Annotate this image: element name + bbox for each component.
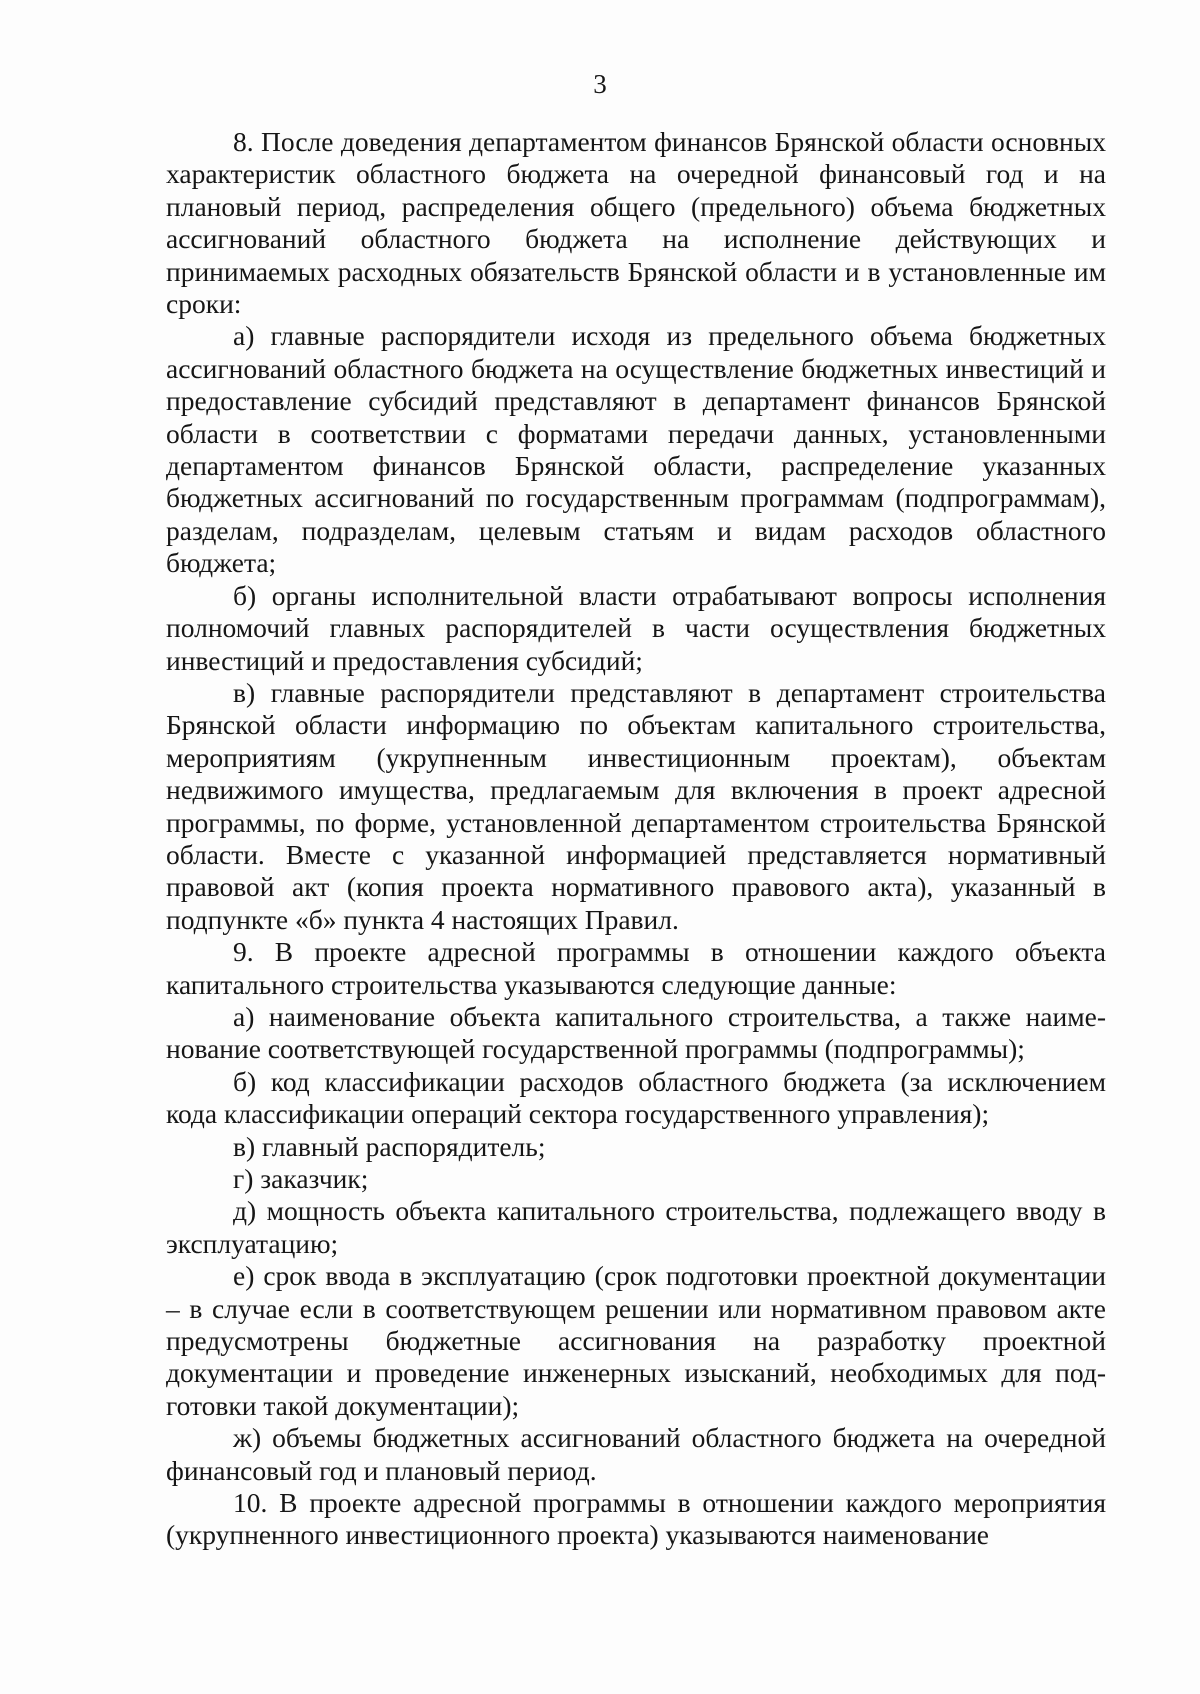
page-number: 3 bbox=[593, 69, 607, 99]
paragraph-8-b: б) органы исполнительной власти отрабатывают вопросы исполнения полномочий главных распорядителей в части осуществления бюджетных инвестиций и предоставления субсидий; bbox=[166, 579, 1106, 676]
document-body bbox=[166, 126, 1106, 1552]
paragraph-9-d: д) мощность объекта капитального строительства, подлежащего вводу в эксплуатацию; bbox=[166, 1195, 1106, 1259]
paragraph-8: 8. После доведения департаментом финансов Брянской области основных характеристик областного бюджета на очередной финансовый год и на плановый период, распределения общего (предельного) объема бюджетных ассигнований областного бюджета на исполнение действующих и принимаемых расходных обязательств Брянской области и в установленные им сроки: bbox=[166, 126, 1106, 320]
paragraph-9-a: а) наименование объекта капитального строительства, а также наименование соответствующей государственной программы (подпрограммы); bbox=[166, 1000, 1106, 1065]
paragraph-9-b: б) код классификации расходов областного бюджета (за исключением кода классификации операций сектора государственного управления); bbox=[166, 1065, 1106, 1130]
paragraph-9-v: в) главный распорядитель; bbox=[233, 1130, 546, 1162]
paragraph-9-g: г) заказчик; bbox=[233, 1163, 369, 1194]
paragraph-9-e: е) срок ввода в эксплуатацию (срок подготовки проектной документации – в случае если в соответствующем решении или нормативном правовом акте предусмотрены бюджетные ассигнования на разработку проектной документации и проведение инженерных изысканий, необходимых для подготовки такой документации); bbox=[166, 1260, 1106, 1421]
paragraph-8-v: в) главные распорядители представляют в департамент строительства Брянской области информацию по объектам капитального строительства, мероприятиям (укрупненным инвестиционным проектам), объектам недвижимого имущества, предлагаемым для включения в проект адресной программы, по форме, установленной департаментом строительства Брянской области. Вместе с указанной информацией представляется нормативный правовой акт (копия проекта нормативного правового акта), указанный в подпункте «б» пункта 4 настоящих Правил. bbox=[166, 676, 1106, 935]
paragraph-10: 10. В проекте адресной программы в отношении каждого мероприятия (укрупненного инвестиционного проекта) указываются наименование bbox=[166, 1487, 1106, 1551]
paragraph-9: 9. В проекте адресной программы в отношении каждого объекта капитального строительства указываются следующие данные: bbox=[166, 936, 1106, 1000]
paragraph-9-zh: ж) объемы бюджетных ассигнований областного бюджета на очередной финансовый год и плановый период. bbox=[166, 1422, 1106, 1486]
paragraph-8-a: а) главные распорядители исходя из предельного объема бюджетных ассигнований областного бюджета на осуществление бюджетных инвестиций и предоставление субсидий представляют в департамент финансов Брянской области в соответствии с форматами передачи данных, установленными департаментом финансов Брянской области, распределение указанных бюджетных ассигнований по государственным программам (подпрограммам), разделам, подразделам, целевым статьям и видам расходов областного бюджета; bbox=[166, 320, 1106, 579]
